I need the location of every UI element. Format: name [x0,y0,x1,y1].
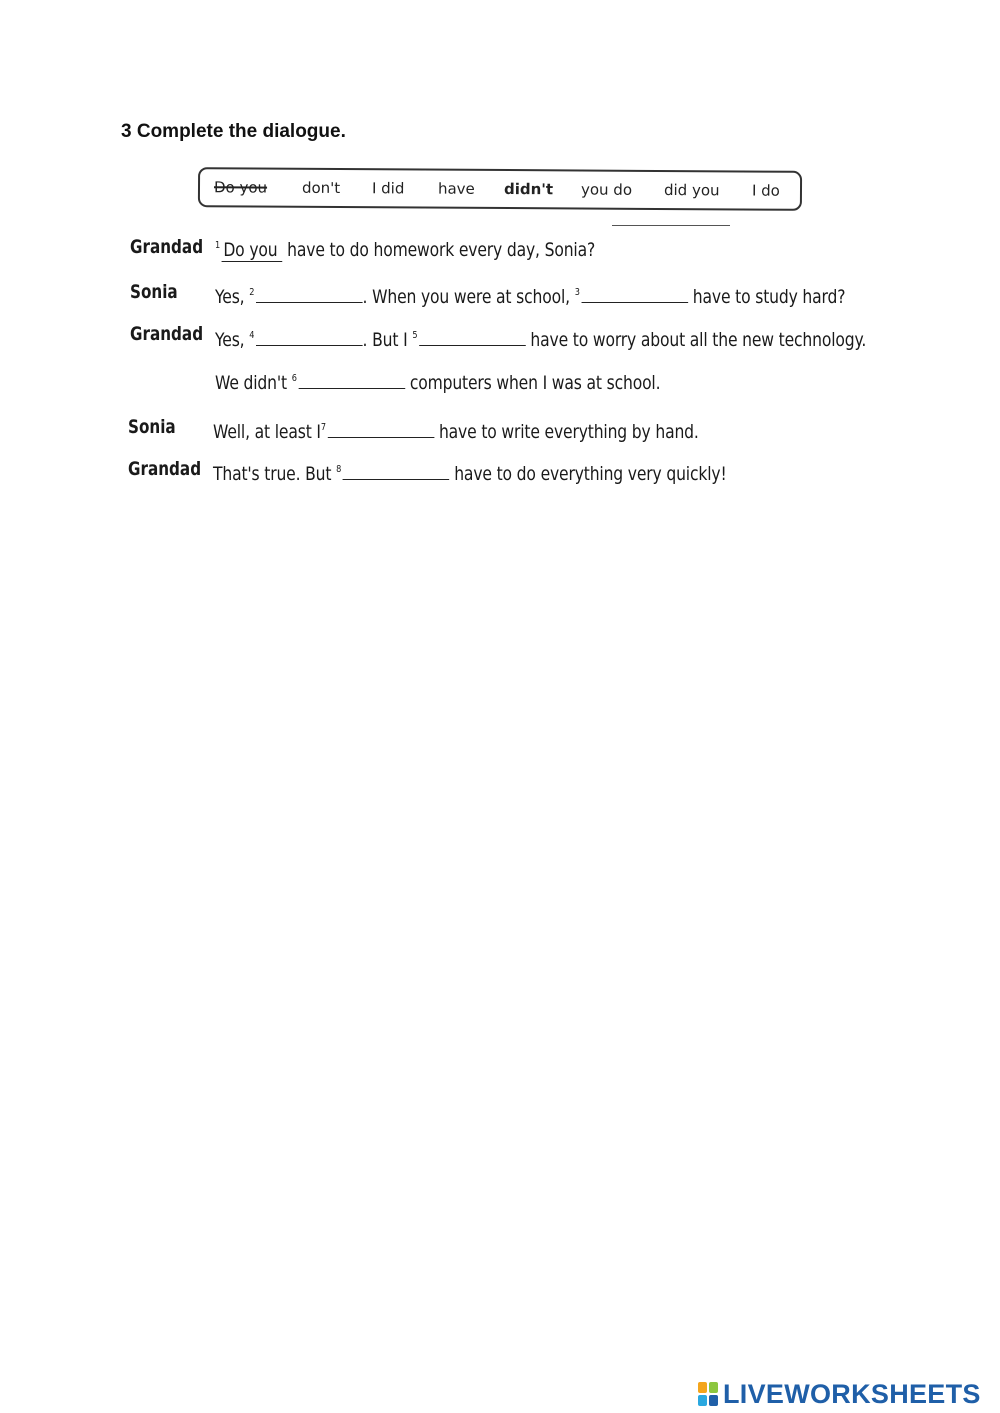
speaker-label: Grandad [130,323,204,345]
word-box [198,167,802,211]
gap-number: 3 [574,287,580,298]
speaker-label: Grandad [130,236,204,258]
answer-gap-4[interactable] [256,327,363,346]
word-box-item: didn't [503,180,554,199]
answer-gap-6[interactable] [298,370,405,389]
answer-gap-7[interactable] [328,419,435,438]
word-box-item: have [437,179,475,198]
dialogue-line-6 [213,461,727,485]
logo-icon [697,1381,719,1407]
line-text: Yes, [215,329,245,351]
line-text: That's true. But [213,463,332,485]
dialogue-line-5 [213,419,699,443]
word-box-item: I did [371,179,405,198]
answer-gap-5[interactable] [419,327,526,346]
answer-gap-2[interactable] [256,284,363,303]
divider [612,225,730,226]
dialogue-line-1 [215,239,595,262]
line-text: Yes, [215,286,245,308]
line-text: . When you were at school, [362,286,570,308]
dialogue-line-3 [215,327,866,351]
speaker-label: Sonia [130,281,178,303]
exercise-title: 3 Complete the dialogue. [121,121,346,142]
word-box-item: you do [580,180,633,199]
gap-number: 7 [320,422,326,433]
line-text: have to write everything by hand. [438,421,699,443]
answer-gap-1[interactable]: Do you [222,239,283,262]
speaker-label: Grandad [128,458,202,480]
logo-text: LIVEWORKSHEETS [723,1378,981,1409]
gap-number: 5 [412,330,418,341]
line-text: Well, at least I [213,421,321,443]
answer-gap-3[interactable] [581,284,688,303]
gap-number: 6 [291,373,297,384]
line-text: have to worry about all the new technology. [530,329,867,351]
line-text: have to do everything very quickly! [454,463,727,485]
line-text: have to do homework every day, Sonia? [287,239,596,261]
line-text: We didn't [215,372,287,394]
gap-number: 2 [249,287,255,298]
word-box-item: don't [301,178,341,198]
line-text: computers when I was at school. [409,372,661,394]
dialogue-line-2 [215,284,845,308]
word-box-item: Do you [213,178,268,197]
gap-number: 1 [215,240,221,251]
word-box-item: I do [751,181,780,200]
speaker-label: Sonia [128,416,176,438]
line-text: . But I [362,329,408,351]
line-text: have to study hard? [692,286,846,308]
dialogue-line-4 [215,370,660,394]
word-box-item: did you [663,181,720,200]
gap-number: 4 [249,330,255,341]
gap-number: 8 [336,464,342,475]
answer-gap-8[interactable] [343,461,450,480]
liveworksheets-logo [697,1379,981,1409]
